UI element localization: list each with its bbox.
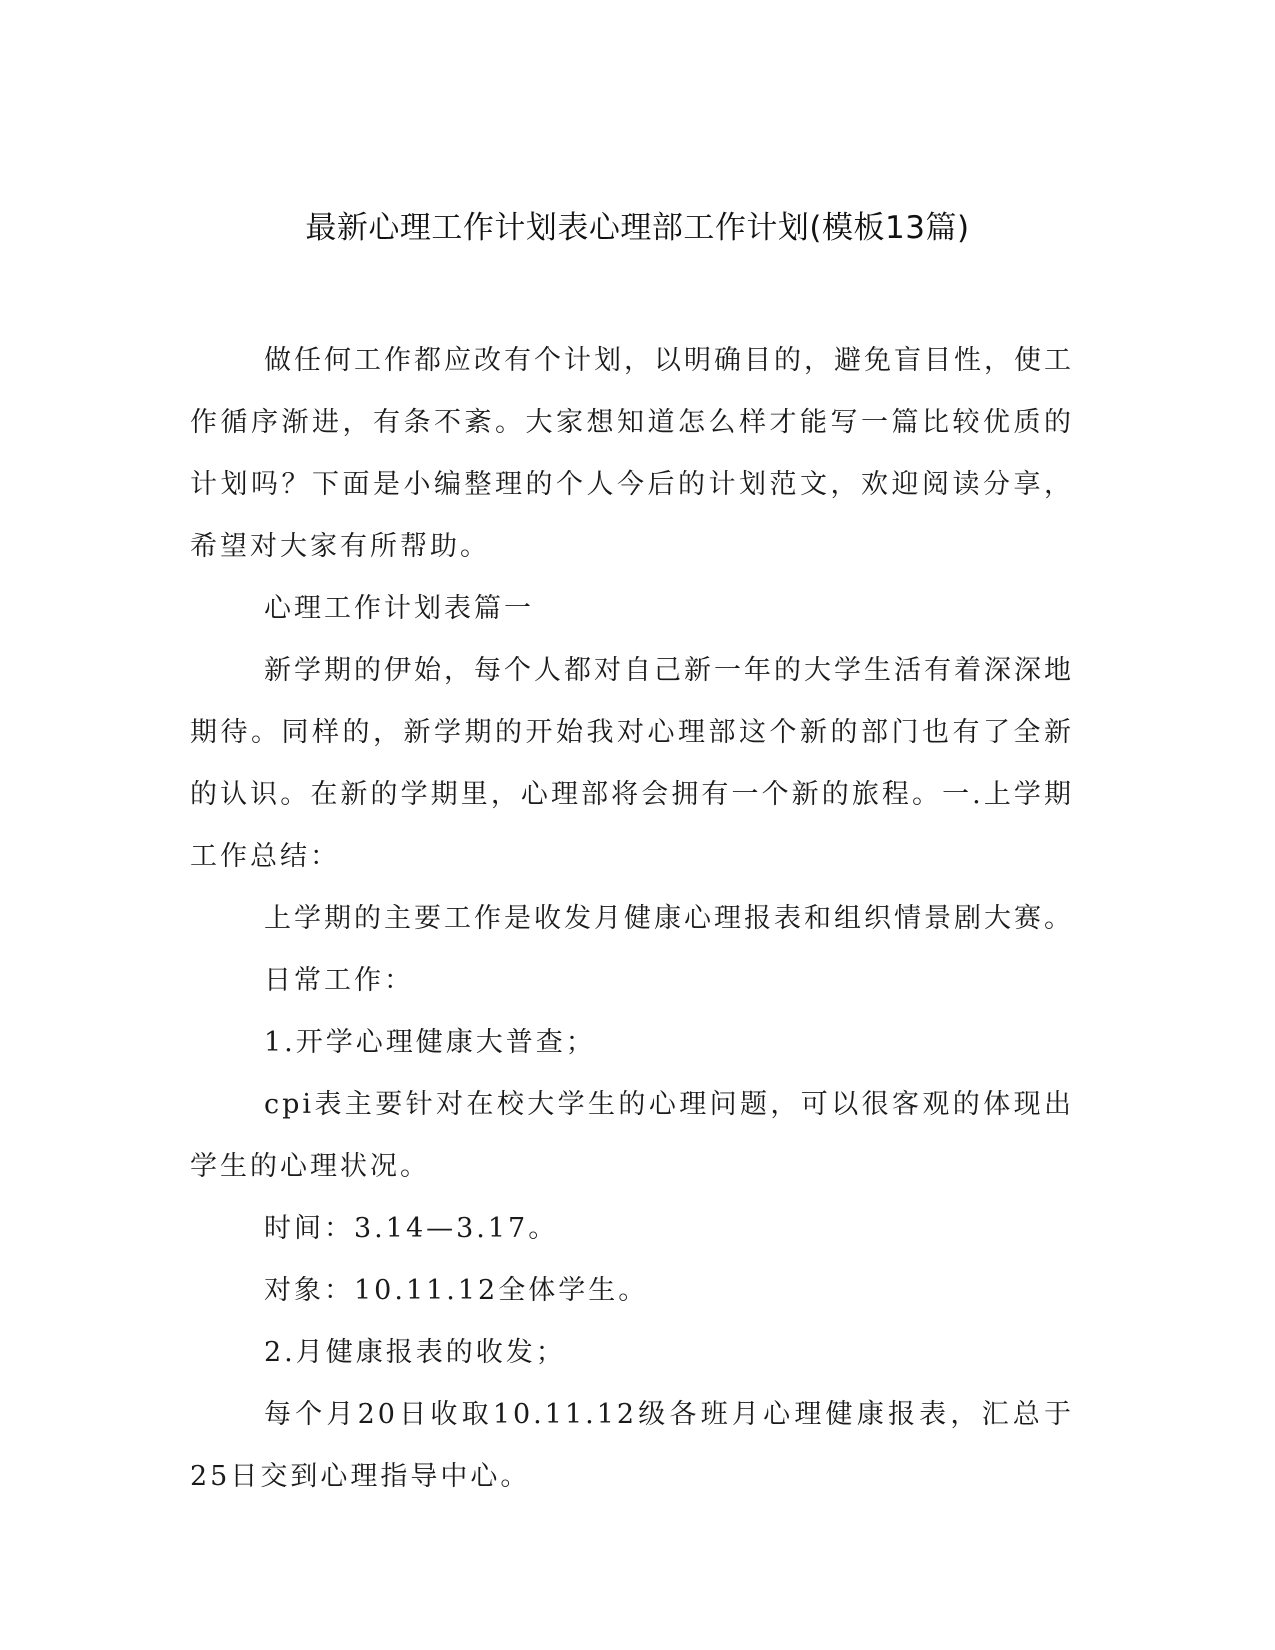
paragraph-item-1: 1.开学心理健康大普查； — [264, 1027, 596, 1058]
paragraph-monthly: 每个月20日收取10.11.12级各班月心理健康报表，汇总于25日交到心理指导中心。 — [190, 1399, 1074, 1492]
paragraph-cpi: cpi表主要针对在校大学生的心理问题，可以很客观的体现出学生的心理状况。 — [190, 1089, 1074, 1182]
section-heading: 心理工作计划表篇一 — [264, 593, 534, 624]
paragraph-intro: 做任何工作都应改有个计划，以明确目的，避免盲目性，使工作循序渐进，有条不紊。大家想知道怎么样才能写一篇比较优质的计划吗？下面是小编整理的个人今后的计划范文，欢迎阅读分享，希望对大家有所帮助。 — [190, 345, 1074, 562]
paragraph-target: 对象：10.11.12全体学生。 — [264, 1275, 649, 1306]
paragraph-time: 时间：3.14—3.17。 — [264, 1213, 559, 1244]
paragraph-new-semester: 新学期的伊始，每个人都对自己新一年的大学生活有着深深地期待。同样的，新学期的开始我对心理部这个新的部门也有了全新的认识。在新的学期里，心理部将会拥有一个新的旅程。一.上学期工作总结： — [190, 655, 1074, 872]
paragraph-item-2: 2.月健康报表的收发； — [264, 1337, 566, 1368]
paragraph-main-work: 上学期的主要工作是收发月健康心理报表和组织情景剧大赛。 — [264, 903, 1074, 934]
document-body — [190, 330, 1074, 1508]
document-title: 最新心理工作计划表心理部工作计划(模板13篇) — [305, 210, 970, 246]
paragraph-daily-work: 日常工作： — [264, 965, 414, 996]
